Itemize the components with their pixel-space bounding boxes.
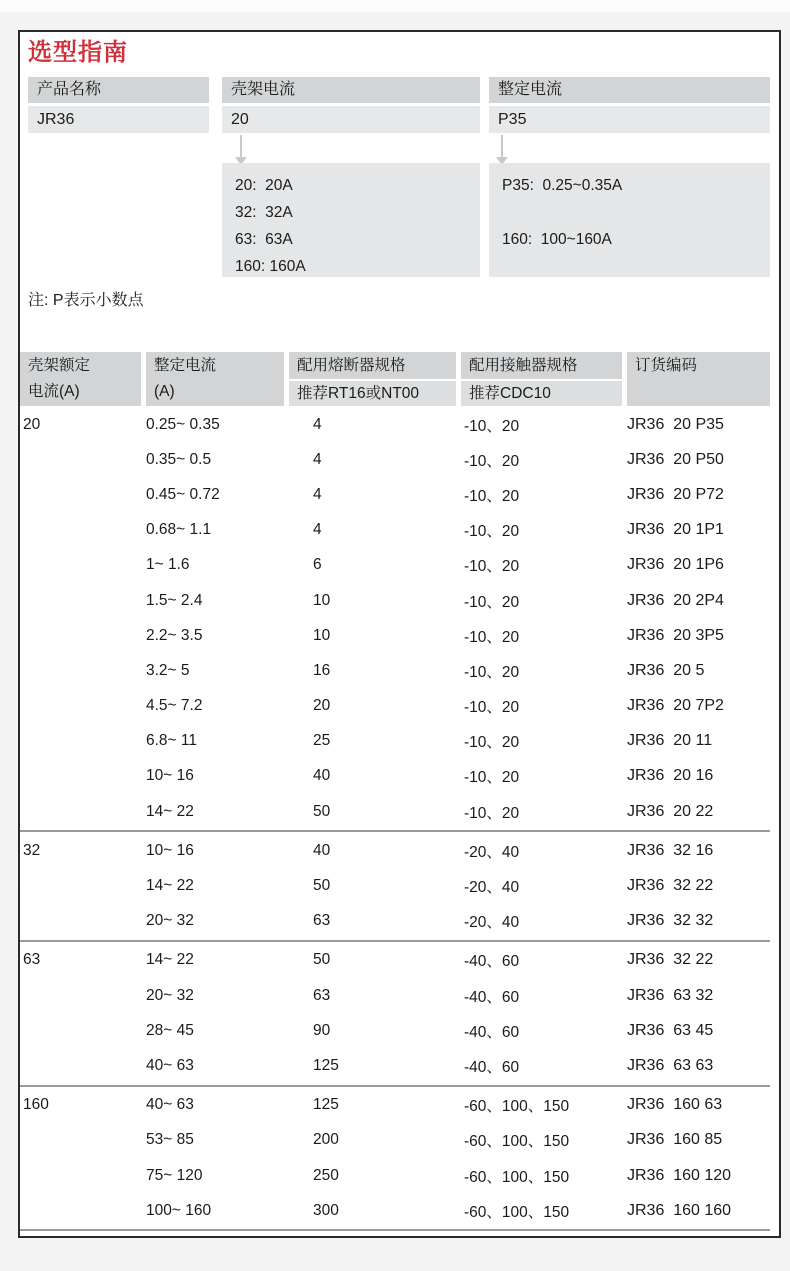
cell-order-code: JR36 160 85 xyxy=(627,1131,723,1149)
header-frame-current-line1: 壳架额定 xyxy=(28,357,91,374)
cell-setting-current: 4.5~ 7.2 xyxy=(146,697,203,715)
cell-fuse-spec: 90 xyxy=(313,1021,331,1039)
cell-setting-current: 100~ 160 xyxy=(146,1201,212,1219)
table-row xyxy=(20,689,770,724)
cell-contactor-spec: -20、40 xyxy=(464,914,520,932)
header-order-code-bar xyxy=(627,352,770,406)
cell-contactor-spec: -10、20 xyxy=(464,417,520,435)
table-row xyxy=(20,442,770,477)
header-col-contactor-spec xyxy=(461,352,627,406)
cell-setting-current: 28~ 45 xyxy=(146,1021,194,1039)
table-row xyxy=(20,583,770,618)
cell-order-code: JR36 32 22 xyxy=(627,951,714,969)
cell-setting-current: 20~ 32 xyxy=(146,912,194,930)
cell-contactor-spec: -40、60 xyxy=(464,1058,520,1076)
table-row xyxy=(20,1048,770,1083)
cell-setting-current: 20~ 32 xyxy=(146,986,194,1004)
header-contactor-spec-title: 配用接触器规格 xyxy=(461,352,622,379)
table-row xyxy=(20,794,770,829)
cell-setting-current: 0.68~ 1.1 xyxy=(146,521,212,539)
cell-order-code: JR36 32 32 xyxy=(627,912,714,930)
cell-fuse-spec: 40 xyxy=(313,767,331,785)
cell-fuse-spec: 63 xyxy=(313,986,331,1004)
selection-table xyxy=(20,352,770,1231)
cell-setting-current: 10~ 16 xyxy=(146,841,194,859)
header-col-fuse-spec xyxy=(289,352,461,406)
cell-setting-current: 75~ 120 xyxy=(146,1166,203,1184)
cell-frame-current: 160 xyxy=(23,1096,49,1114)
cell-setting-current: 0.25~ 0.35 xyxy=(146,415,220,433)
table-row xyxy=(20,1013,770,1048)
cell-fuse-spec: 4 xyxy=(313,485,322,503)
table-row xyxy=(20,548,770,583)
table-row xyxy=(20,653,770,688)
table-row xyxy=(20,978,770,1013)
header-fuse-spec-title: 配用熔断器规格 xyxy=(289,352,456,379)
option-line: 20: 20A xyxy=(235,177,293,194)
frame-current-value: 20 xyxy=(222,106,480,133)
product-name-value: JR36 xyxy=(28,106,209,133)
table-row xyxy=(20,904,770,939)
header-contactor-spec-recommend: 推荐CDC10 xyxy=(461,381,622,406)
cell-setting-current: 0.45~ 0.72 xyxy=(146,485,220,503)
selector-column-frame-current xyxy=(222,77,480,275)
header-order-code-text: 订货编码 xyxy=(635,357,698,374)
table-row xyxy=(20,943,770,978)
table-header xyxy=(20,352,770,406)
table-row xyxy=(20,407,770,442)
arrow-stem xyxy=(240,135,242,157)
cell-order-code: JR36 20 22 xyxy=(627,802,714,820)
cell-order-code: JR36 20 P72 xyxy=(627,485,724,503)
cell-order-code: JR36 20 16 xyxy=(627,767,714,785)
option-line: 160: 160A xyxy=(235,258,306,275)
cell-setting-current: 0.35~ 0.5 xyxy=(146,450,212,468)
header-col-order-code xyxy=(627,352,770,406)
table-row xyxy=(20,1193,770,1228)
cell-frame-current: 32 xyxy=(23,841,41,859)
table-row xyxy=(20,1123,770,1158)
cell-contactor-spec: -40、60 xyxy=(464,1023,520,1041)
cell-order-code: JR36 160 63 xyxy=(627,1096,723,1114)
cell-fuse-spec: 4 xyxy=(313,521,322,539)
cell-order-code: JR36 160 120 xyxy=(627,1166,732,1184)
cell-setting-current: 3.2~ 5 xyxy=(146,661,190,679)
product-name-label: 产品名称 xyxy=(28,77,209,103)
table-row xyxy=(20,1158,770,1193)
header-frame-current-bar xyxy=(20,352,141,406)
down-arrow-icon xyxy=(496,135,508,165)
cell-order-code: JR36 20 1P6 xyxy=(627,556,724,574)
cell-order-code: JR36 32 22 xyxy=(627,877,714,895)
header-fuse-spec-recommend: 推荐RT16或NT00 xyxy=(289,381,456,406)
cell-contactor-spec: -60、100、150 xyxy=(464,1098,570,1116)
page-title: 选型指南 xyxy=(28,39,128,66)
header-frame-current-line2: 电流(A) xyxy=(28,383,80,400)
selector-column-product xyxy=(28,77,209,133)
cell-contactor-spec: -20、40 xyxy=(464,879,520,897)
cell-frame-current: 63 xyxy=(23,951,41,969)
option-line: 32: 32A xyxy=(235,204,293,221)
cell-contactor-spec: -10、20 xyxy=(464,628,520,646)
cell-contactor-spec: -60、100、150 xyxy=(464,1133,570,1151)
cell-fuse-spec: 50 xyxy=(313,951,331,969)
cell-order-code: JR36 20 7P2 xyxy=(627,697,724,715)
cell-order-code: JR36 20 2P4 xyxy=(627,591,724,609)
cell-setting-current: 1~ 1.6 xyxy=(146,556,190,574)
option-line: 63: 63A xyxy=(235,231,293,248)
cell-setting-current: 6.8~ 11 xyxy=(146,732,197,750)
cell-contactor-spec: -10、20 xyxy=(464,734,520,752)
table-group xyxy=(20,1087,770,1232)
header-col-frame-current xyxy=(20,352,146,406)
frame-current-label: 壳架电流 xyxy=(222,77,480,103)
cell-order-code: JR36 20 P35 xyxy=(627,415,724,433)
option-line xyxy=(489,199,770,226)
cell-fuse-spec: 4 xyxy=(313,415,322,433)
table-row xyxy=(20,833,770,868)
cell-order-code: JR36 20 3P5 xyxy=(627,626,724,644)
table-body xyxy=(20,406,770,1231)
cell-setting-current: 40~ 63 xyxy=(146,1056,194,1074)
cell-order-code: JR36 160 160 xyxy=(627,1201,732,1219)
header-setting-current-line1: 整定电流 xyxy=(154,357,217,374)
cell-fuse-spec: 16 xyxy=(313,661,331,679)
table-group xyxy=(20,406,770,832)
cell-contactor-spec: -40、60 xyxy=(464,988,520,1006)
down-arrow-icon xyxy=(235,135,247,165)
cell-contactor-spec: -20、40 xyxy=(464,843,520,861)
cell-contactor-spec: -10、20 xyxy=(464,523,520,541)
cell-contactor-spec: -10、20 xyxy=(464,769,520,787)
table-row xyxy=(20,1088,770,1123)
cell-fuse-spec: 250 xyxy=(313,1166,339,1184)
cell-setting-current: 53~ 85 xyxy=(146,1131,194,1149)
cell-contactor-spec: -10、20 xyxy=(464,663,520,681)
cell-fuse-spec: 4 xyxy=(313,450,322,468)
cell-setting-current: 14~ 22 xyxy=(146,951,194,969)
cell-fuse-spec: 25 xyxy=(313,732,331,750)
cell-setting-current: 14~ 22 xyxy=(146,877,194,895)
cell-fuse-spec: 125 xyxy=(313,1056,339,1074)
header-setting-current-bar xyxy=(146,352,284,406)
table-row xyxy=(20,724,770,759)
selector-column-setting-current xyxy=(489,77,770,248)
header-setting-current-line2: (A) xyxy=(154,383,175,400)
cell-setting-current: 10~ 16 xyxy=(146,767,194,785)
arrow-stem xyxy=(501,135,503,157)
cell-contactor-spec: -10、20 xyxy=(464,558,520,576)
cell-fuse-spec: 40 xyxy=(313,841,331,859)
cell-order-code: JR36 63 63 xyxy=(627,1056,714,1074)
cell-setting-current: 14~ 22 xyxy=(146,802,194,820)
cell-setting-current: 40~ 63 xyxy=(146,1096,194,1114)
selection-guide-panel xyxy=(18,30,781,1238)
cell-setting-current: 1.5~ 2.4 xyxy=(146,591,203,609)
cell-order-code: JR36 20 1P1 xyxy=(627,521,724,539)
cell-fuse-spec: 50 xyxy=(313,802,331,820)
cell-fuse-spec: 10 xyxy=(313,591,331,609)
table-row xyxy=(20,868,770,903)
cell-fuse-spec: 125 xyxy=(313,1096,339,1114)
cell-order-code: JR36 20 P50 xyxy=(627,450,724,468)
cell-fuse-spec: 50 xyxy=(313,877,331,895)
option-line: P35: 0.25~0.35A xyxy=(502,177,623,194)
setting-current-label: 整定电流 xyxy=(489,77,770,103)
cell-order-code: JR36 63 32 xyxy=(627,986,714,1004)
cell-fuse-spec: 300 xyxy=(313,1201,339,1219)
table-row xyxy=(20,618,770,653)
table-row xyxy=(20,513,770,548)
cell-contactor-spec: -60、100、150 xyxy=(464,1168,570,1186)
option-line: 160: 100~160A xyxy=(502,231,612,248)
setting-current-options-box xyxy=(489,163,770,277)
note-text: 注: P表示小数点 xyxy=(28,292,144,309)
frame-current-options-box xyxy=(222,163,480,277)
table-group xyxy=(20,942,770,1087)
cell-fuse-spec: 20 xyxy=(313,697,331,715)
table-row xyxy=(20,759,770,794)
cell-contactor-spec: -10、20 xyxy=(464,699,520,717)
table-group xyxy=(20,832,770,942)
cell-contactor-spec: -10、20 xyxy=(464,487,520,505)
cell-order-code: JR36 20 5 xyxy=(627,661,705,679)
setting-current-value: P35 xyxy=(489,106,770,133)
cell-contactor-spec: -10、20 xyxy=(464,804,520,822)
cell-fuse-spec: 63 xyxy=(313,912,331,930)
cell-setting-current: 2.2~ 3.5 xyxy=(146,626,203,644)
header-col-setting-current xyxy=(146,352,289,406)
cell-fuse-spec: 6 xyxy=(313,556,322,574)
cell-fuse-spec: 200 xyxy=(313,1131,339,1149)
cell-contactor-spec: -10、20 xyxy=(464,593,520,611)
cell-fuse-spec: 10 xyxy=(313,626,331,644)
cell-order-code: JR36 63 45 xyxy=(627,1021,714,1039)
model-code-selector xyxy=(28,77,770,277)
table-row xyxy=(20,477,770,512)
cell-contactor-spec: -40、60 xyxy=(464,953,520,971)
cell-frame-current: 20 xyxy=(23,415,41,433)
cell-order-code: JR36 32 16 xyxy=(627,841,714,859)
cell-order-code: JR36 20 11 xyxy=(627,732,713,750)
cell-contactor-spec: -10、20 xyxy=(464,452,520,470)
cell-contactor-spec: -60、100、150 xyxy=(464,1203,570,1221)
